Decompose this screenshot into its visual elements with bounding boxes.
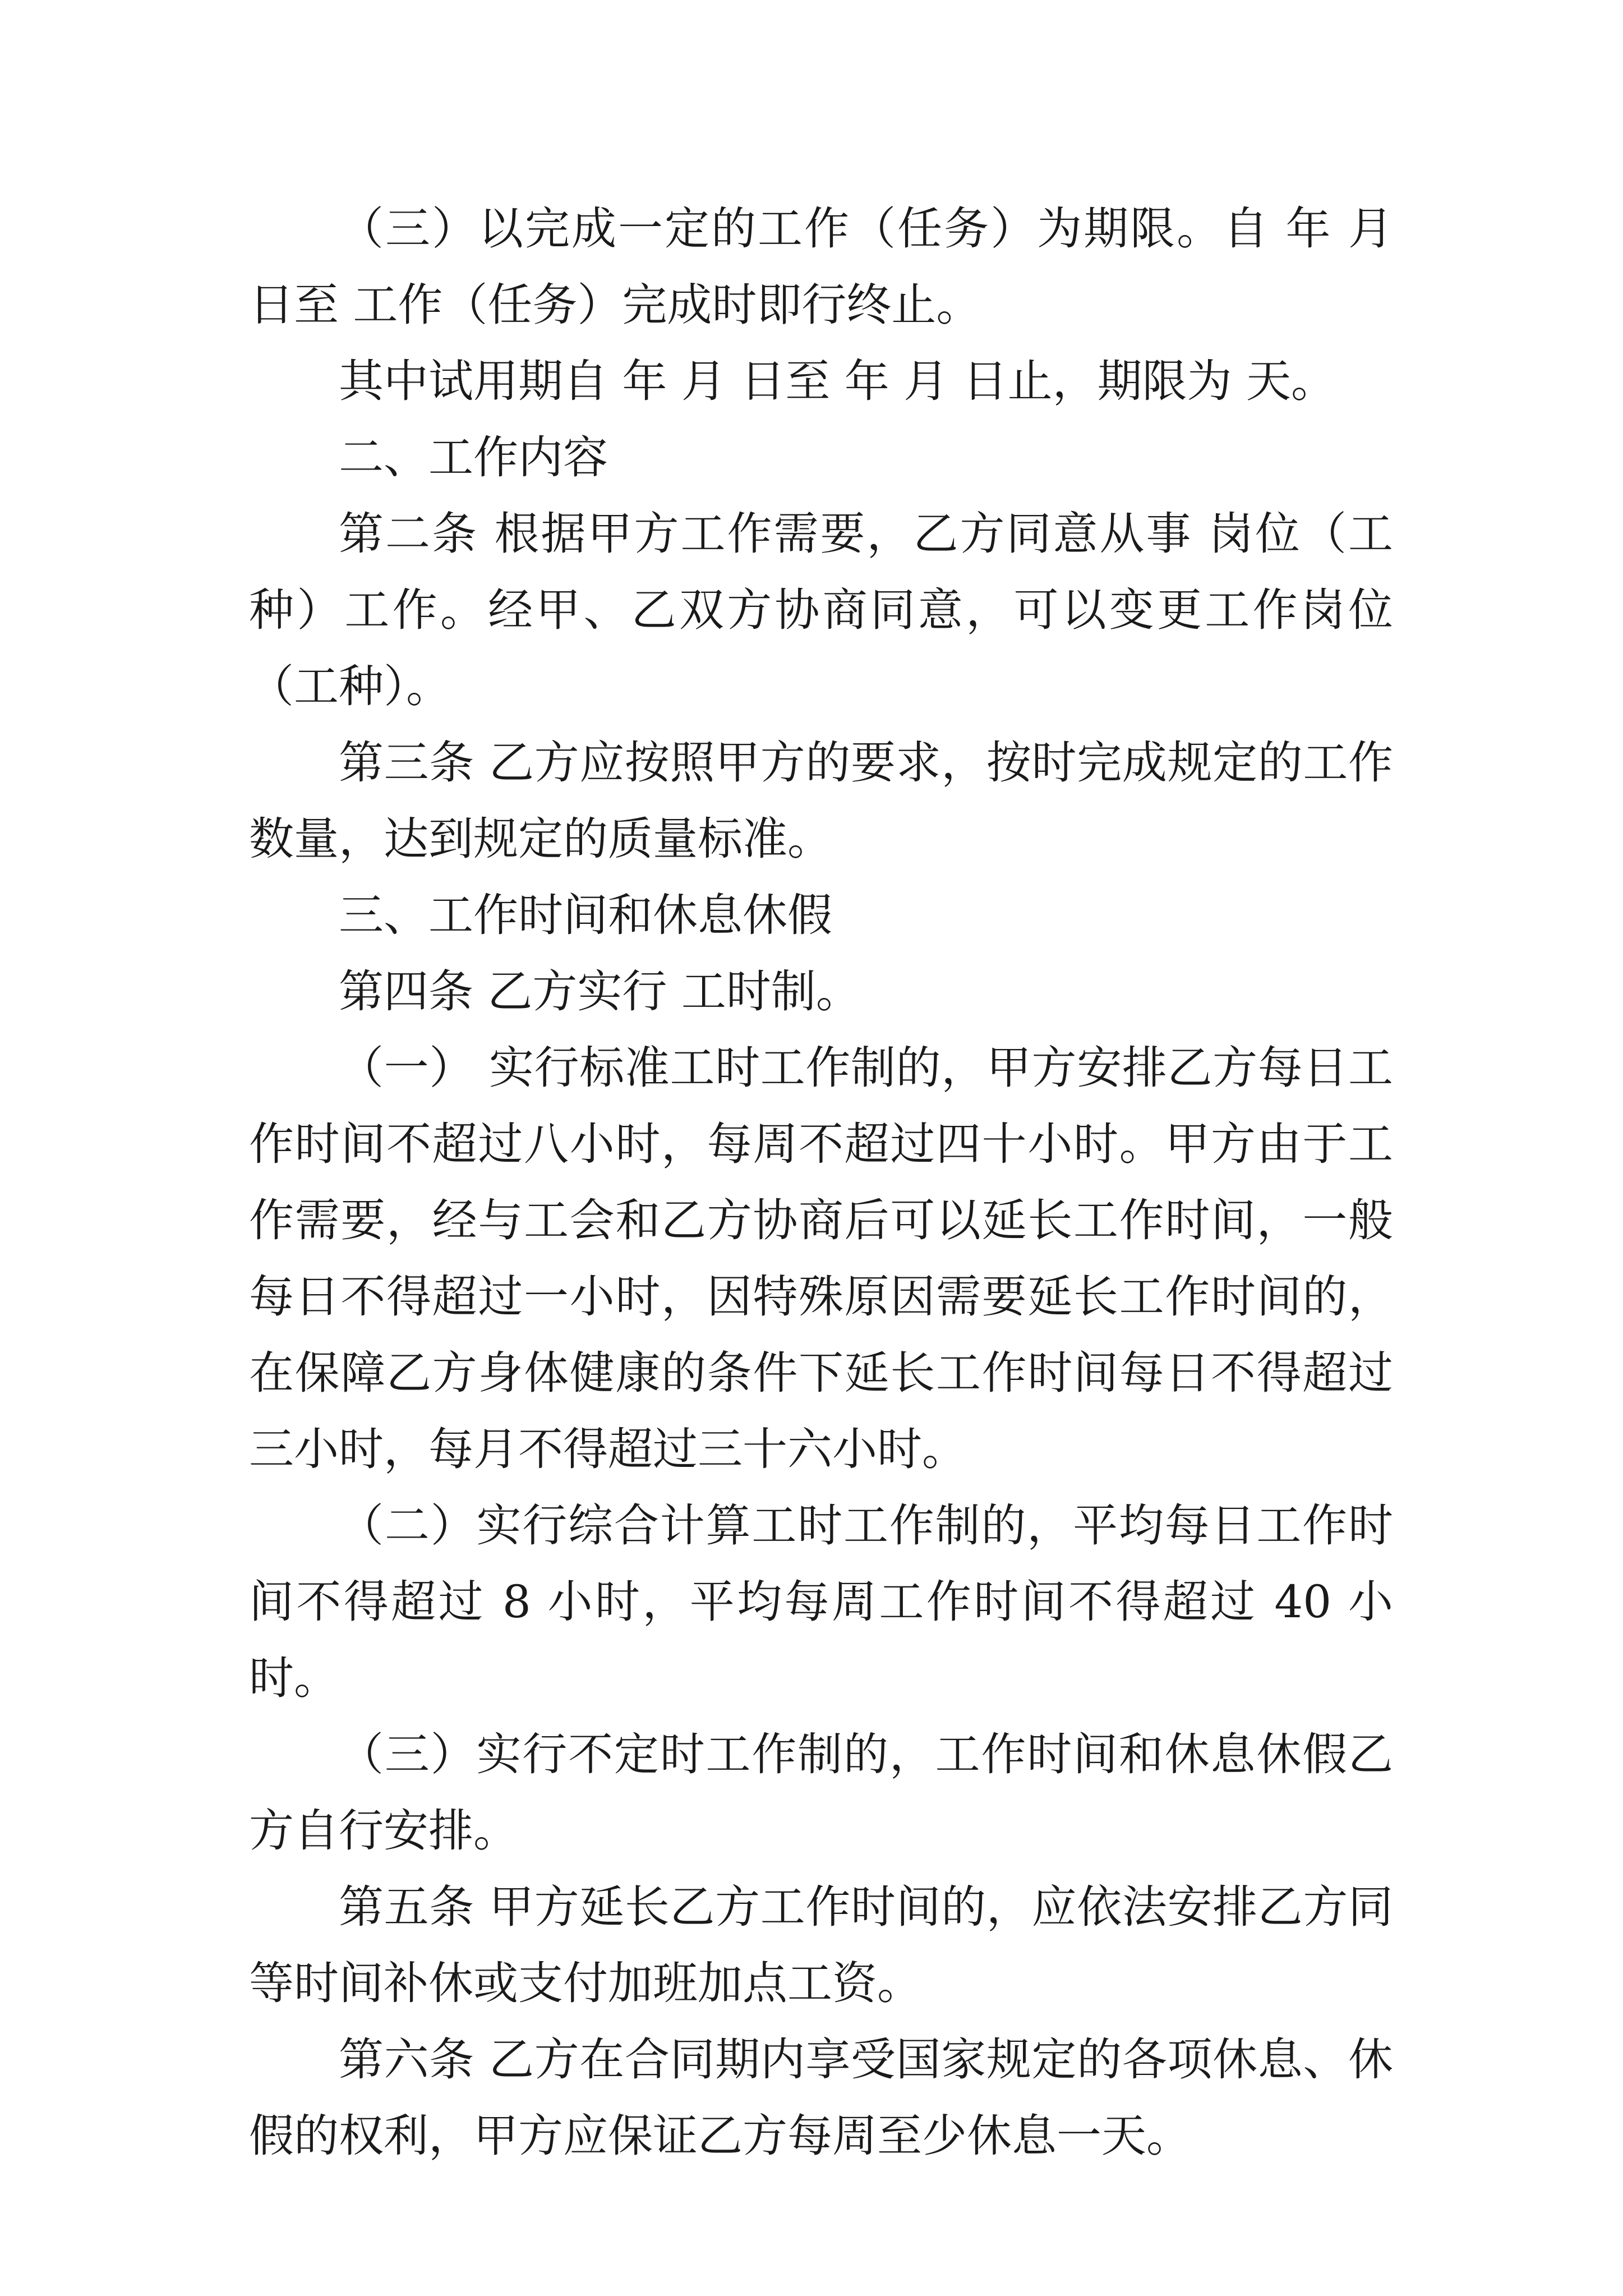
paragraph-article-2: 第二条 根据甲方工作需要，乙方同意从事 岗位（工种）工作。经甲、乙双方协商同意，可以变更工作岗位（工种）。	[249, 508, 1393, 712]
paragraph-comprehensive-hours: （二）实行综合计算工时工作制的，平均每日工作时间不得超过 8 小时，平均每周工作时间不得超过 40 小时。	[249, 1499, 1393, 1704]
paragraph-standard-hours: （一） 实行标准工时工作制的，甲方安排乙方每日工作时间不超过八小时，每周不超过四十小时。甲方由于工作需要，经与工会和乙方协商后可以延长工作时间，一般每日不得超过一小时，因特殊原因需要延长工作时间的，在保障乙方身体健康的条件下延长工作时间每日不得超过三小时，每月不得超过三十六小时。	[249, 1042, 1393, 1475]
section-heading-working-hours: 三、工作时间和休息休假	[339, 889, 832, 941]
paragraph-article-3: 第三条 乙方应按照甲方的要求，按时完成规定的工作数量，达到规定的质量标准。	[249, 737, 1393, 865]
document-body	[249, 191, 1393, 2174]
paragraph-article-6: 第六条 乙方在合同期内享受国家规定的各项休息、休假的权利，甲方应保证乙方每周至少休息一天。	[249, 2033, 1393, 2162]
paragraph-article-4: 第四条 乙方实行 工时制。	[339, 965, 861, 1018]
paragraph-flexible-hours: （三）实行不定时工作制的，工作时间和休息休假乙方自行安排。	[249, 1728, 1393, 1857]
section-heading-work-content: 二、工作内容	[339, 431, 608, 484]
paragraph-article-5: 第五条 甲方延长乙方工作时间的，应依法安排乙方同等时间补休或支付加班加点工资。	[249, 1881, 1393, 2009]
paragraph-probation-period: 其中试用期自 年 月 日至 年 月 日止，期限为 天。	[339, 355, 1336, 407]
paragraph-term-by-task: （三）以完成一定的工作（任务）为期限。自 年 月 日至 工作（任务）完成时即行终止。	[249, 203, 1393, 331]
